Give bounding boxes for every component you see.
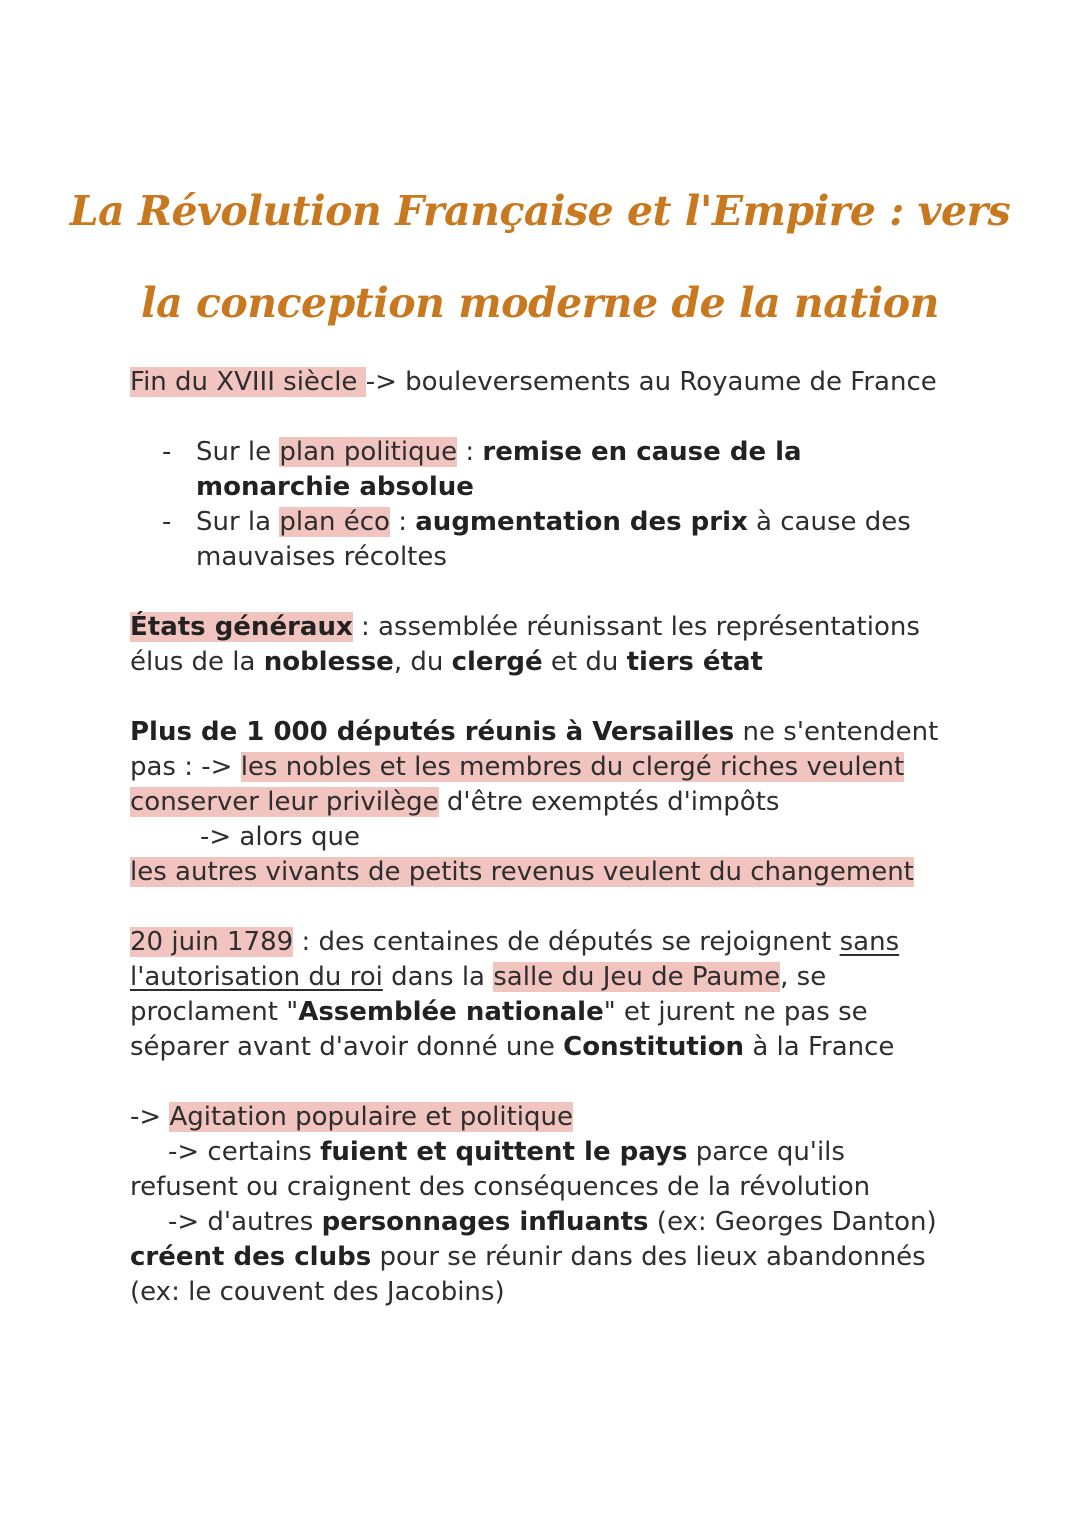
text: (ex: Georges Danton) <box>648 1207 937 1237</box>
bold-text: Assemblée nationale <box>298 997 604 1027</box>
underlined-text: sans l'autorisation du roi <box>130 927 900 992</box>
highlight-plan-politique: plan politique <box>279 437 458 467</box>
text: , du <box>393 647 452 677</box>
bold-text: créent des clubs <box>130 1242 372 1272</box>
bold-text: Constitution <box>563 1032 745 1062</box>
bold-text: tiers état <box>626 647 763 677</box>
bold-text: augmentation des prix <box>415 507 748 537</box>
text: Sur le <box>196 437 280 467</box>
bullet-item-eco <box>130 505 960 575</box>
indented-line <box>130 820 960 855</box>
paragraph-etats-generaux <box>130 610 960 680</box>
bold-text: remise en cause de la monarchie absolue <box>196 437 802 502</box>
title-line-1: La Révolution Française et l'Empire : vers <box>69 187 1011 236</box>
paragraph-jeu-de-paume <box>130 925 960 1065</box>
text: et du <box>542 647 627 677</box>
paragraph-agitation <box>130 1100 960 1310</box>
text: parce qu'ils refusent ou craignent des conséquences de la révolution <box>130 1137 871 1202</box>
bold-text: clergé <box>451 647 543 677</box>
bold-text: personnages influants <box>321 1207 649 1237</box>
text: -> bouleversements au Royaume de France <box>365 367 937 397</box>
text: -> <box>130 1102 170 1132</box>
text: : des centaines de députés se rejoignent <box>293 927 840 957</box>
bullet-dash: - <box>162 507 172 537</box>
text: ne s'entendent pas : -> <box>130 717 939 782</box>
title-line-2: la conception moderne de la nation <box>141 279 939 328</box>
text: pour se réunir dans des lieux abandonnés (ex: le couvent des Jacobins) <box>130 1242 926 1307</box>
bold-text: noblesse <box>263 647 394 677</box>
text: : <box>457 437 483 467</box>
paragraph-deputes <box>130 715 960 890</box>
bullet-item-politique <box>130 435 960 505</box>
text: : assemblée réunissant les représentations élus de la <box>130 612 920 677</box>
highlight-etats-generaux: États généraux <box>130 612 353 642</box>
text: à cause des mauvaises récoltes <box>196 507 911 572</box>
notes-body <box>130 365 960 1345</box>
text: d'être exemptés d'impôts <box>438 787 780 817</box>
highlight-autres: les autres vivants de petits revenus veulent du changement <box>130 857 914 887</box>
bold-text: Plus de 1 000 députés réunis à Versailles <box>130 717 735 747</box>
indent-spacer <box>130 1207 168 1237</box>
highlight-plan-eco: plan éco <box>279 507 390 537</box>
text: : <box>389 507 416 537</box>
text: dans la <box>382 962 494 992</box>
paragraph-context <box>130 365 960 400</box>
page-title <box>60 165 1020 349</box>
bullet-list <box>130 435 960 575</box>
highlight-date: 20 juin 1789 <box>130 927 294 957</box>
text: , se proclament " <box>130 962 827 1027</box>
text: -> d'autres <box>168 1207 322 1237</box>
highlight-nobles: les nobles et les membres du clergé riches veulent conserver leur privilège <box>130 752 905 817</box>
bullet-dash: - <box>162 437 172 467</box>
highlight-period: Fin du XVIII siècle <box>130 367 366 397</box>
text: à la France <box>744 1032 895 1062</box>
text: Sur la <box>196 507 280 537</box>
text: -> alors que <box>200 822 360 852</box>
text: -> certains <box>168 1137 321 1167</box>
bold-text: fuient et quittent le pays <box>320 1137 688 1167</box>
text: " et jurent ne pas se séparer avant d'avoir donné une <box>130 997 868 1062</box>
highlight-salle: salle du Jeu de Paume <box>493 962 781 992</box>
indent-spacer <box>130 1137 168 1167</box>
highlight-agitation: Agitation populaire et politique <box>169 1102 574 1132</box>
